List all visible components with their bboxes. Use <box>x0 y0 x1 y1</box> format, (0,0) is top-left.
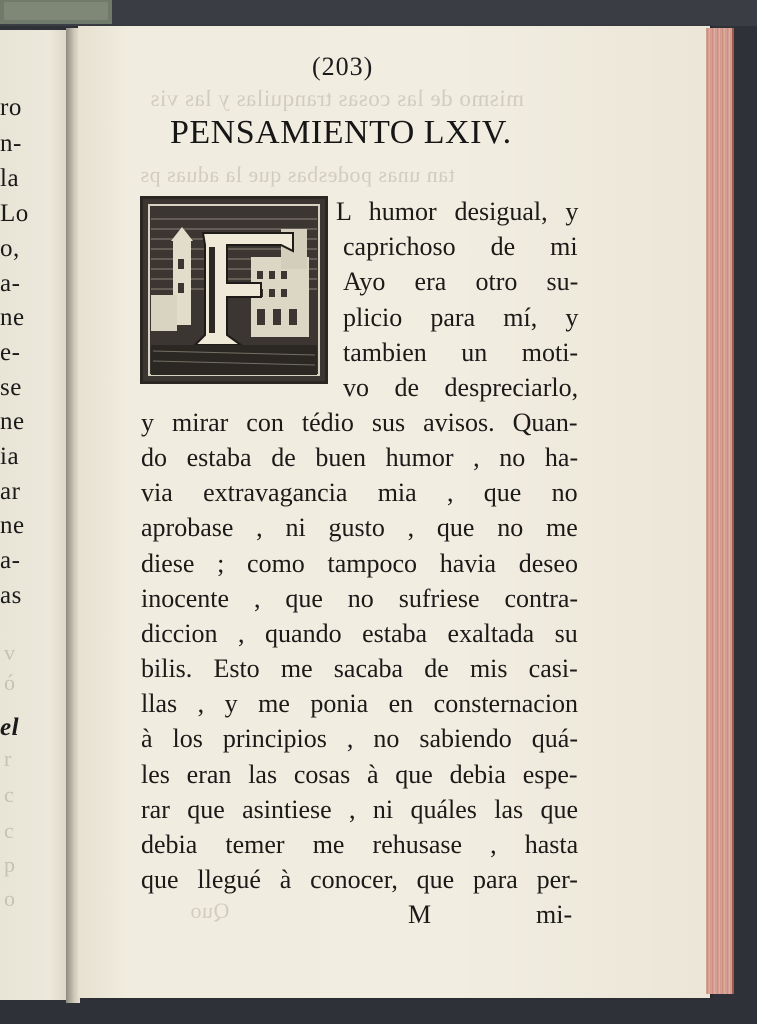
text-line: diccion , quando estaba exaltada su <box>141 619 578 648</box>
left-page-fragment: Lo <box>0 200 29 227</box>
text-line: vo de despreciarlo, <box>343 373 579 402</box>
signature-mark: M <box>408 900 432 929</box>
left-page <box>0 30 70 1000</box>
left-page-fragment: se <box>0 374 22 401</box>
left-page-fragment: n- <box>0 130 22 157</box>
left-page-fragment: ar <box>0 478 21 505</box>
left-page-bleed: r <box>4 746 12 771</box>
text-line: via extravagancia mia , que no <box>141 478 578 507</box>
chapter-heading: PENSAMIENTO LXIV. <box>170 114 512 151</box>
page-number: (203) <box>312 52 374 81</box>
left-page-bleed: ó <box>4 670 15 695</box>
page-edge <box>706 28 734 994</box>
text-line: debia temer me rehusase , hasta <box>141 830 579 859</box>
text-line: tambien un moti- <box>343 338 579 367</box>
left-page-fragment: as <box>0 582 22 609</box>
left-page-fragment: o, <box>0 235 20 262</box>
text-line: llas , y me ponia en consternacion <box>141 689 579 718</box>
left-page-fragment: ro <box>0 94 22 121</box>
left-page-fragment: la <box>0 165 20 192</box>
text-line: à los principios , no sabiendo quá- <box>141 724 578 753</box>
text-line: bilis. Esto me sacaba de mis casi- <box>141 654 578 683</box>
text-line: rar que asintiese , ni quáles las que <box>141 795 579 824</box>
text-line: aprobase , ni gusto , que no me <box>141 513 578 542</box>
background-object-highlight <box>4 2 108 20</box>
left-page-fragment: a- <box>0 270 21 297</box>
bleed-through-text: tan unas podesbas que la aduas ps <box>140 162 455 187</box>
bleed-through-text: Quo <box>190 898 230 923</box>
left-page-fragment: ne <box>0 304 25 331</box>
text-line: caprichoso de mi <box>343 232 578 261</box>
left-page-bleed: c <box>4 782 14 807</box>
left-page-fragment: el <box>0 714 20 741</box>
top-background-strip <box>0 0 757 26</box>
text-line: que llegué à conocer, que para per- <box>141 865 578 894</box>
left-page-bleed: v <box>4 640 15 665</box>
left-page-fragment: e- <box>0 339 21 366</box>
text-line: diese ; como tampoco havia deseo <box>141 549 578 578</box>
bleed-through-text: mismo de las cosas tranquilas y las vis <box>150 86 525 111</box>
text-line: y mirar con tédio sus avisos. Quan- <box>141 408 578 437</box>
text-line: Ayo era otro su- <box>343 267 579 296</box>
text-line: plicio para mí, y <box>343 303 579 332</box>
catchword: mi- <box>536 900 573 929</box>
decorated-initial <box>140 196 328 384</box>
left-page-fragment: a- <box>0 547 21 574</box>
text-line: L humor desigual, y <box>336 197 579 226</box>
text-line: inocente , que no sufriese contra- <box>141 584 579 613</box>
text-line: do estaba de buen humor , no ha- <box>141 443 579 472</box>
decorated-initial-engraving <box>143 199 325 381</box>
left-page-fragment: ne <box>0 512 25 539</box>
left-page-fragment: ia <box>0 443 20 470</box>
text-line: les eran las cosas à que debia espe- <box>141 760 578 789</box>
left-page-bleed: o <box>4 886 15 911</box>
left-page-bleed: p <box>4 852 15 877</box>
left-page-bleed: c <box>4 818 14 843</box>
left-page-fragment: ne <box>0 408 25 435</box>
